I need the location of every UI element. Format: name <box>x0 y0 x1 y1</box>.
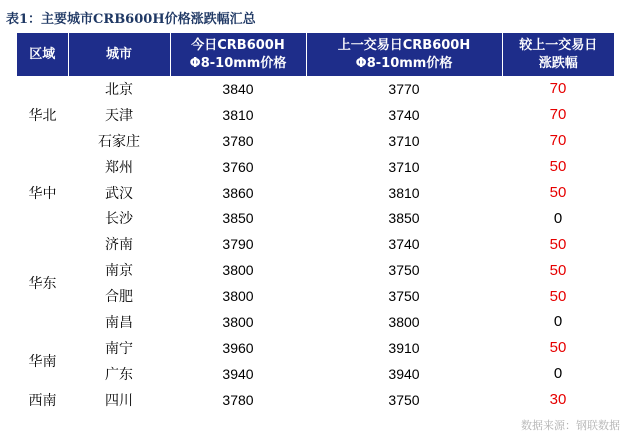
table-row <box>17 180 614 206</box>
table-row <box>17 257 614 283</box>
table-row <box>17 128 614 154</box>
table-row <box>17 309 614 335</box>
change-cell: 30 <box>549 391 567 409</box>
header-change <box>502 33 614 76</box>
city-cell: 郑州 <box>105 159 133 176</box>
region-cell: 华北 <box>28 107 57 124</box>
city-cell: 天津 <box>105 107 133 124</box>
today-price-cell: 3860 <box>222 184 254 201</box>
city-cell: 北京 <box>105 81 133 98</box>
region-cell: 西南 <box>28 392 57 409</box>
table-row <box>17 76 614 102</box>
change-cell: 50 <box>549 287 567 305</box>
table-row <box>17 102 614 128</box>
change-cell: 0 <box>553 365 563 383</box>
change-cell: 50 <box>549 339 567 357</box>
today-price-cell: 3960 <box>222 339 254 356</box>
header-prev-price <box>306 33 502 76</box>
today-price-cell: 3850 <box>222 210 254 227</box>
table-row <box>17 387 614 413</box>
today-price-cell: 3800 <box>222 288 254 305</box>
today-price-cell: 3800 <box>222 313 254 330</box>
header-change-line1: 较上一交易日 <box>519 37 598 53</box>
header-prev-line2: Φ8-10mm价格 <box>355 55 453 71</box>
prev-price-cell: 3750 <box>388 288 420 305</box>
header-region: 区域 <box>17 33 68 76</box>
header-change-line2: 涨跌幅 <box>538 55 578 71</box>
header-today-line2: Φ8-10mm价格 <box>189 55 287 71</box>
prev-price-cell: 3850 <box>388 210 420 227</box>
city-cell: 四川 <box>105 392 133 409</box>
table-row <box>17 283 614 309</box>
table-row <box>17 335 614 361</box>
header-city: 城市 <box>68 33 170 76</box>
city-cell: 广东 <box>105 366 133 383</box>
prev-price-cell: 3800 <box>388 313 420 330</box>
city-cell: 石家庄 <box>98 133 140 150</box>
today-price-cell: 3790 <box>222 236 254 253</box>
prev-price-cell: 3810 <box>388 184 420 201</box>
table-row <box>17 154 614 180</box>
city-cell: 长沙 <box>105 211 133 228</box>
prev-price-cell: 3770 <box>388 80 420 97</box>
change-cell: 50 <box>549 184 567 201</box>
table-title: 表1：主要城市CRB600H价格涨跌幅汇总 <box>6 12 256 27</box>
region-cell: 华南 <box>28 353 57 370</box>
data-source-note: 数据来源：钢联数据 <box>521 419 620 432</box>
header-today-line1: 今日CRB600H <box>191 37 285 53</box>
prev-price-cell: 3740 <box>388 236 420 253</box>
city-cell: 合肥 <box>105 289 133 306</box>
city-cell: 南宁 <box>105 340 133 357</box>
header-today-price <box>170 33 306 76</box>
city-cell: 南昌 <box>105 314 133 331</box>
prev-price-cell: 3740 <box>388 106 420 123</box>
price-change-table <box>17 33 614 413</box>
prev-price-cell: 3750 <box>388 262 420 279</box>
change-cell: 0 <box>553 209 563 227</box>
prev-price-cell: 3910 <box>388 339 420 356</box>
header-prev-line1: 上一交易日CRB600H <box>337 37 471 53</box>
change-cell: 0 <box>553 313 563 331</box>
today-price-cell: 3840 <box>222 80 254 97</box>
change-cell: 50 <box>549 261 567 279</box>
change-cell: 50 <box>549 158 567 176</box>
change-cell: 70 <box>549 80 567 98</box>
region-cell: 华东 <box>28 276 57 293</box>
table-header-row <box>17 33 614 76</box>
region-cell: 华中 <box>28 185 57 202</box>
change-cell: 70 <box>549 106 567 124</box>
city-cell: 南京 <box>105 263 133 280</box>
today-price-cell: 3810 <box>222 106 254 123</box>
today-price-cell: 3780 <box>222 391 254 408</box>
today-price-cell: 3760 <box>222 158 254 175</box>
prev-price-cell: 3710 <box>388 158 420 175</box>
table-row <box>17 205 614 231</box>
prev-price-cell: 3750 <box>388 391 420 408</box>
today-price-cell: 3940 <box>222 365 254 382</box>
change-cell: 70 <box>549 132 567 150</box>
table-row <box>17 361 614 387</box>
prev-price-cell: 3710 <box>388 132 420 149</box>
city-cell: 武汉 <box>105 185 133 202</box>
today-price-cell: 3800 <box>222 262 254 279</box>
today-price-cell: 3780 <box>222 132 254 149</box>
city-cell: 济南 <box>105 237 133 254</box>
table-row <box>17 231 614 257</box>
change-cell: 50 <box>549 235 567 253</box>
prev-price-cell: 3940 <box>388 365 420 382</box>
